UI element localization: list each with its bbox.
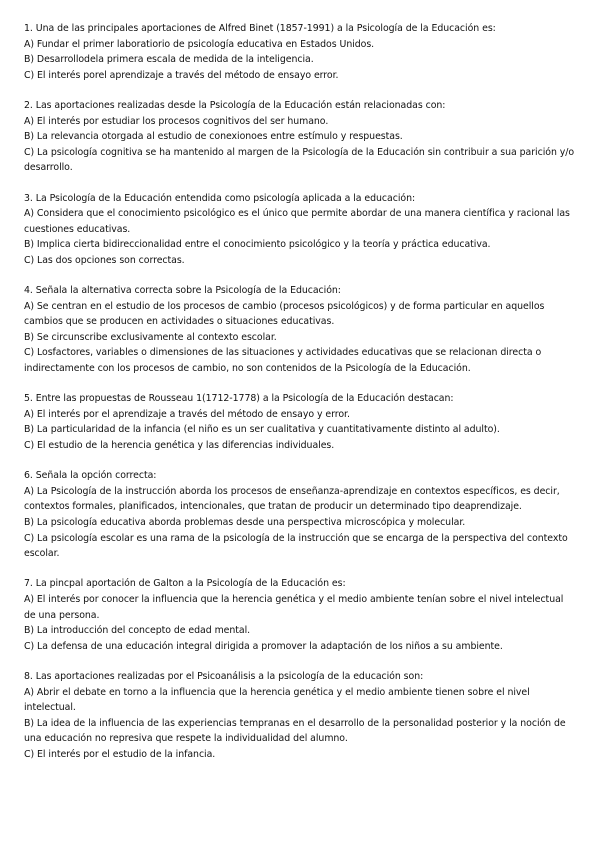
question-8 bbox=[24, 669, 576, 763]
option-b: B) Desarrollodela primera escala de medida de la inteligencia. bbox=[24, 54, 314, 66]
question-stem: 7. La pincpal aportación de Galton a la Psicología de la Educación es: bbox=[24, 578, 346, 590]
question-6 bbox=[24, 468, 576, 562]
option-a: A) El interés por el aprendizaje a través del método de ensayo y error. bbox=[24, 408, 350, 420]
option-c: C) La defensa de una educación integral dirigida a promover la adaptación de los niños a su ambiente. bbox=[24, 640, 503, 652]
question-stem: 4. Señala la alternativa correcta sobre la Psicología de la Educación: bbox=[24, 285, 341, 297]
question-stem: 2. Las aportaciones realizadas desde la Psicología de la Educación están relacionadas con: bbox=[24, 99, 446, 111]
option-a: A) Abrir el debate en torno a la influencia que la herencia genética y el medio ambiente tienen sobre el nivel intelectual. bbox=[24, 686, 530, 714]
question-stem: 6. Señala la opción correcta: bbox=[24, 470, 157, 482]
option-c: C) El estudio de la herencia genética y las diferencias individuales. bbox=[24, 440, 335, 452]
option-c: C) El interés por el estudio de la infancia. bbox=[24, 748, 216, 760]
option-a: A) La Psicología de la instrucción aborda los procesos de enseñanza-aprendizaje en contextos específicos, es decir, contextos formales, planificados, intencionales, que tratan de producir un determinado tipo deaprendizaje. bbox=[24, 485, 560, 513]
option-c: C) Losfactores, variables o dimensiones de las situaciones y actividades educativas que se relacionan directa o indirectamente con los procesos de cambio, no son contenidos de la Psicología de la Educación. bbox=[24, 347, 542, 375]
option-b: B) La particularidad de la infancia (el niño es un ser cualitativa y cuantitativamente distinto al adulto). bbox=[24, 424, 500, 436]
question-3 bbox=[24, 191, 576, 269]
option-b: B) Implica cierta bidireccionalidad entre el conocimiento psicológico y la teoría y práctica educativa. bbox=[24, 239, 491, 251]
question-1 bbox=[24, 21, 576, 83]
option-b: B) La psicología educativa aborda problemas desde una perspectiva microscópica y molecular. bbox=[24, 517, 466, 528]
option-c: C) El interés porel aprendizaje a través del método de ensayo error. bbox=[24, 69, 339, 81]
option-a: A) Fundar el primer laboratiorio de psicología educativa en Estados Unidos. bbox=[24, 38, 375, 50]
question-stem: 3. La Psicología de la Educación entendida como psicología aplicada a la educación: bbox=[24, 192, 416, 204]
question-2 bbox=[24, 98, 576, 176]
option-a: A) Se centran en el estudio de los procesos de cambio (procesos psicológicos) y de forma particular en aquellos cambios que se producen en actividades o situaciones educativas. bbox=[24, 300, 545, 328]
question-7 bbox=[24, 576, 576, 654]
option-a: A) El interés por conocer la influencia que la herencia genética y el medio ambiente tenían sobre el nivel intelectual de una persona. bbox=[24, 593, 564, 621]
option-a: A) Considera que el conocimiento psicológico es el único que permite abordar de una manera científica y racional las cuestiones educativas. bbox=[24, 208, 570, 235]
option-c: C) La psicología cognitiva se ha mantenido al margen de la Psicología de la Educación sin contribuir a sua parición y/o desarrollo. bbox=[24, 146, 575, 174]
option-c: C) La psicología escolar es una rama de la psicología de la instrucción que se encarga de la perspectiva del contexto escolar. bbox=[24, 532, 568, 560]
question-5 bbox=[24, 391, 576, 453]
option-b: B) Se circunscribe exclusivamente al contexto escolar. bbox=[24, 331, 277, 343]
option-b: B) La relevancia otorgada al estudio de conexionoes entre estímulo y respuestas. bbox=[24, 131, 403, 143]
question-stem: 5. Entre las propuestas de Rousseau 1(1712-1778) a la Psicología de la Educación destacan: bbox=[24, 393, 454, 405]
question-stem: 8. Las aportaciones realizadas por el Psicoanálisis a la psicología de la educación son: bbox=[24, 670, 424, 682]
option-c: C) Las dos opciones son correctas. bbox=[24, 254, 185, 266]
option-b: B) La introducción del concepto de edad mental. bbox=[24, 625, 251, 637]
option-a: A) El interés por estudiar los procesos cognitivos del ser humano. bbox=[24, 115, 329, 127]
option-b: B) La idea de la influencia de las experiencias tempranas en el desarrollo de la personalidad posterior y la noción de una educación no represiva que respete la individualidad del alumno. bbox=[24, 717, 566, 745]
question-stem: 1. Una de las principales aportaciones de Alfred Binet (1857-1991) a la Psicología de la Educación es: bbox=[24, 23, 496, 34]
question-4 bbox=[24, 283, 576, 377]
